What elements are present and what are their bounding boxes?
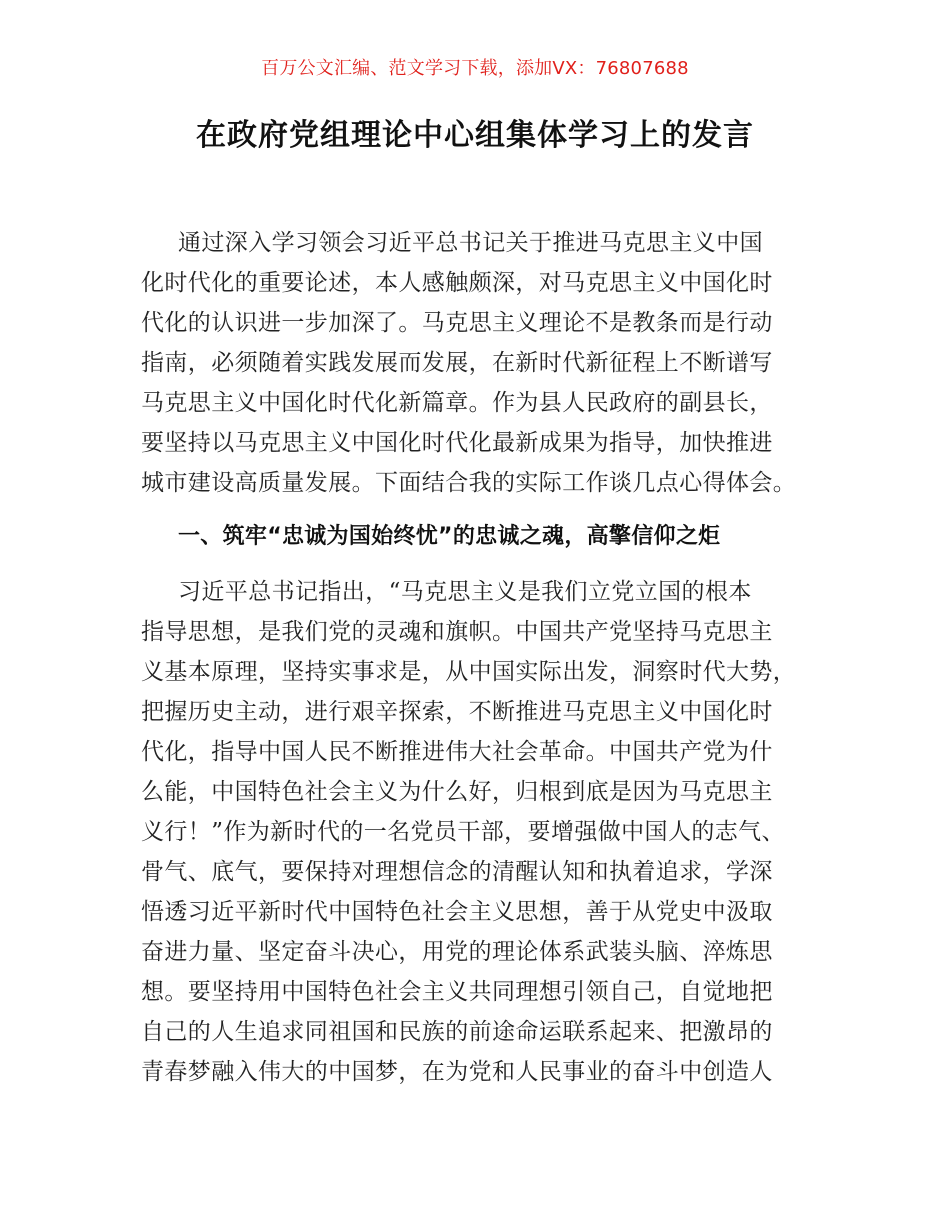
paragraph-2-line: 代化，指导中国人民不断推进伟大社会革命。中国共产党为什: [141, 739, 773, 765]
paragraph-2-line: 指导思想，是我们党的灵魂和旗帜。中国共产党坚持马克思主: [141, 619, 773, 645]
paragraph-1-line: 指南，必须随着实践发展而发展，在新时代新征程上不断谱写: [141, 350, 773, 376]
paragraph-2-line: 义行！”作为新时代的一名党员干部，要增强做中国人的志气、: [141, 819, 785, 845]
paragraph-2-line: 青春梦融入伟大的中国梦，在为党和人民事业的奋斗中创造人: [141, 1059, 773, 1085]
paragraph-2-line: 习近平总书记指出，“马克思主义是我们立党立国的根本: [178, 579, 752, 605]
paragraph-1-line: 代化的认识进一步加深了。马克思主义理论不是教条而是行动: [141, 310, 773, 336]
paragraph-2-line: 义基本原理，坚持实事求是，从中国实际出发，洞察时代大势，: [141, 659, 797, 685]
document-title: 在政府党组理论中心组集体学习上的发言: [196, 118, 754, 153]
section-1-heading: 一、筑牢“忠诚为国始终忧”的忠诚之魂，高擎信仰之炬: [178, 524, 721, 549]
paragraph-1-line: 要坚持以马克思主义中国化时代化最新成果为指导，加快推进: [141, 430, 773, 456]
paragraph-1-line: 通过深入学习领会习近平总书记关于推进马克思主义中国: [178, 230, 763, 256]
paragraph-2-line: 骨气、底气，要保持对理想信念的清醒认知和执着追求，学深: [141, 859, 773, 885]
paragraph-1-line: 城市建设高质量发展。下面结合我的实际工作谈几点心得体会。: [141, 470, 797, 496]
paragraph-1-line: 化时代化的重要论述，本人感触颇深，对马克思主义中国化时: [141, 270, 773, 296]
paragraph-2-line: 奋进力量、坚定奋斗决心，用党的理论体系武装头脑、淬炼思: [141, 939, 773, 965]
paragraph-2-line: 么能，中国特色社会主义为什么好，归根到底是因为马克思主: [141, 779, 773, 805]
header-note: 百万公文汇编、范文学习下载，添加VX：76807688: [261, 58, 689, 79]
paragraph-2-line: 悟透习近平新时代中国特色社会主义思想，善于从党史中汲取: [141, 899, 773, 925]
paragraph-2-line: 把握历史主动，进行艰辛探索，不断推进马克思主义中国化时: [141, 699, 773, 725]
paragraph-1-line: 马克思主义中国化时代化新篇章。作为县人民政府的副县长，: [141, 390, 773, 416]
paragraph-2-line: 想。要坚持用中国特色社会主义共同理想引领自己，自觉地把: [141, 979, 773, 1005]
paragraph-2-line: 自己的人生追求同祖国和民族的前途命运联系起来、把激昂的: [141, 1019, 773, 1045]
